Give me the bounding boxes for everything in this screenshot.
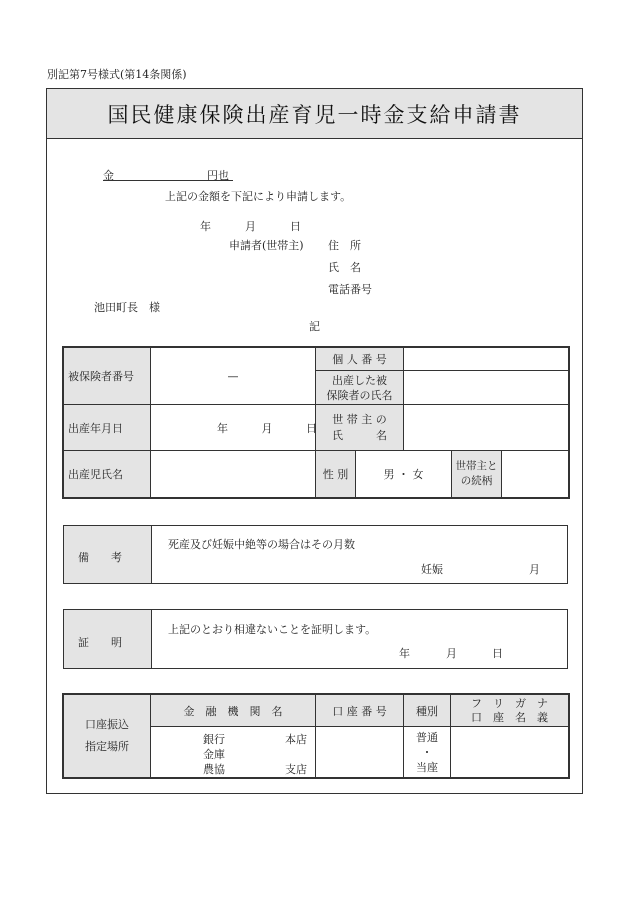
amount-prefix: 金 <box>103 169 114 182</box>
account-number-header: 口 座 番 号 <box>316 695 404 727</box>
certification-label: 証 明 <box>78 636 122 649</box>
insured-name-label: 出産した被 保険者の氏名 <box>316 371 404 405</box>
gender-label: 性 別 <box>316 451 356 497</box>
date-year: 年 <box>200 220 211 233</box>
account-type-header: 種別 <box>404 695 451 727</box>
remarks-pregnancy: 妊娠 <box>421 563 443 576</box>
household-head-label: 世 帯 主 の 氏 名 <box>316 405 404 451</box>
certification-day: 日 <box>492 647 503 660</box>
institution-bank: 銀行 <box>203 733 225 746</box>
certification-text: 上記のとおり相違ないことを証明します。 <box>168 623 377 636</box>
certification-box <box>63 609 568 669</box>
insured-name-field[interactable] <box>404 371 569 405</box>
remarks-box <box>63 525 568 584</box>
request-text: 上記の金額を下記により申請します。 <box>165 190 352 203</box>
household-head-name-field[interactable] <box>404 405 569 451</box>
remarks-month: 月 <box>529 563 540 576</box>
personal-number-field[interactable] <box>404 348 569 371</box>
type-current: 当座 <box>416 760 438 774</box>
gender-field[interactable] <box>356 451 452 497</box>
insured-number-separator: — <box>227 369 239 383</box>
amount-suffix: 円也 <box>207 169 229 182</box>
birth-date-field[interactable] <box>151 405 316 451</box>
branch-branch: 支店 <box>285 763 307 776</box>
relation-label: 世帯主と の続柄 <box>452 451 502 497</box>
addressee: 池田町長 様 <box>94 301 160 314</box>
gender-options: 男 ・ 女 <box>383 468 424 481</box>
institution-field[interactable] <box>151 727 316 778</box>
type-regular: 普通 <box>416 730 438 744</box>
birth-date-label: 出産年月日 <box>64 405 151 451</box>
relation-field[interactable] <box>502 451 568 497</box>
account-type-field[interactable] <box>404 727 451 778</box>
certification-year: 年 <box>399 647 410 660</box>
child-name-field[interactable] <box>151 451 316 498</box>
birth-date-year: 年 <box>217 421 228 435</box>
insured-info-table <box>63 347 569 498</box>
remarks-text: 死産及び妊娠中絶等の場合はその月数 <box>168 538 355 551</box>
applicant-label: 申請者(世帯主) <box>229 239 304 252</box>
institution-shinkin: 金庫 <box>203 748 225 761</box>
form-reference: 別記第7号様式(第14条関係) <box>47 68 187 81</box>
date-month: 月 <box>245 220 256 233</box>
branch-main: 本店 <box>285 733 307 746</box>
certification-month: 月 <box>446 647 457 660</box>
applicant-address-label: 住 所 <box>328 239 361 252</box>
insured-number-field[interactable] <box>151 348 316 405</box>
remarks-label: 備 考 <box>78 551 122 564</box>
gender-relation-cell <box>316 451 569 498</box>
account-number-field[interactable] <box>316 727 404 778</box>
birth-date-month: 月 <box>261 421 273 435</box>
ki-label: 記 <box>309 320 320 333</box>
applicant-name-label: 氏 名 <box>328 261 361 274</box>
amount-input-line[interactable] <box>103 180 233 181</box>
applicant-phone-label: 電話番号 <box>328 283 372 296</box>
account-holder-header: フ リ ガ ナ 口 座 名 義 <box>451 695 569 727</box>
birth-date-day: 日 <box>306 421 317 435</box>
institution-nokyo: 農協 <box>203 763 225 776</box>
bank-transfer-label: 口座振込 指定場所 <box>64 695 151 778</box>
personal-number-label: 個 人 番 号 <box>316 348 404 371</box>
child-name-label: 出産児氏名 <box>64 451 151 498</box>
bank-account-table <box>63 694 569 778</box>
type-separator: ・ <box>421 745 433 759</box>
form-title: 国民健康保険出産育児一時金支給申請書 <box>47 89 582 139</box>
date-day: 日 <box>290 220 301 233</box>
account-holder-field[interactable] <box>451 727 569 778</box>
insured-number-label: 被保険者番号 <box>64 348 151 405</box>
institution-header: 金 融 機 関 名 <box>151 695 316 727</box>
